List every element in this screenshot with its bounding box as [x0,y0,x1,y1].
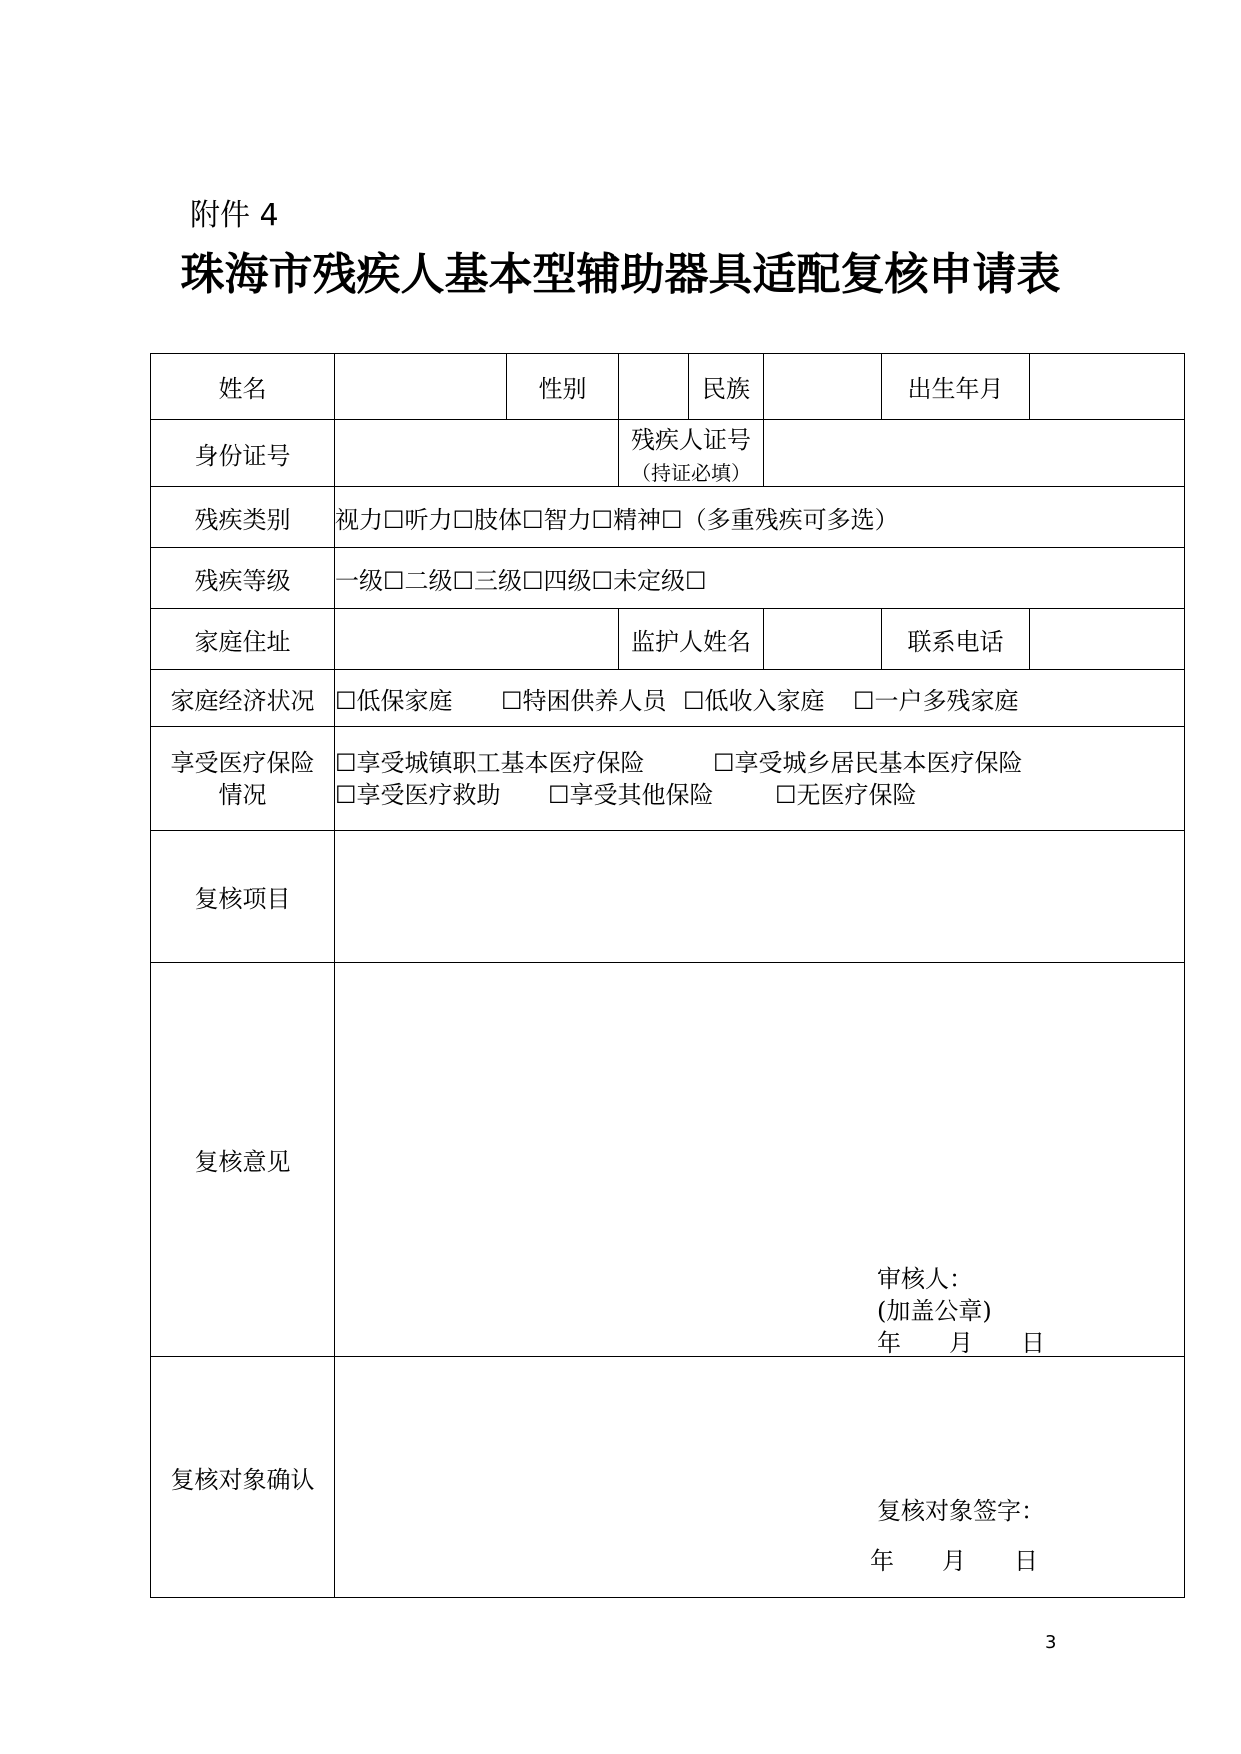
row-address [151,609,1185,670]
disability-type-option[interactable]: 精神☐ [613,505,683,534]
confirmation-label: 复核对象确认 [151,1357,335,1598]
review-date: 年 月 日 [877,1329,1045,1357]
row-id-info [151,420,1185,487]
address-field[interactable] [335,609,619,670]
confirmation-field[interactable] [335,1357,1185,1598]
disability-type-options [335,487,1185,548]
insurance-option[interactable]: ☐享受城乡居民基本医疗保险 [713,748,1023,777]
id-number-label: 身份证号 [151,420,335,487]
row-review-opinion [151,963,1185,1357]
phone-field[interactable] [1030,609,1185,670]
disability-cert-field[interactable] [764,420,1185,487]
id-number-field[interactable] [335,420,619,487]
row-economic [151,670,1185,727]
ethnicity-label: 民族 [689,354,764,420]
economic-label: 家庭经济状况 [151,670,335,727]
disability-level-option[interactable]: 未定级☐ [613,566,707,595]
row-insurance [151,727,1185,831]
row-disability-type [151,487,1185,548]
economic-option[interactable]: ☐低保家庭 [335,686,453,715]
review-item-field[interactable] [335,831,1185,963]
review-item-label: 复核项目 [151,831,335,963]
review-opinion-field[interactable] [335,963,1185,1357]
disability-level-option[interactable]: 四级☐ [543,566,614,595]
disability-level-option[interactable]: 二级☐ [404,566,475,595]
address-label: 家庭住址 [151,609,335,670]
insurance-option[interactable]: ☐享受城镇职工基本医疗保险 [335,748,645,777]
gender-label: 性别 [507,354,619,420]
insurance-option[interactable]: ☐享受其他保险 [548,780,714,809]
economic-option[interactable]: ☐低收入家庭 [683,686,825,715]
insurance-option[interactable]: ☐无医疗保险 [775,780,917,809]
disability-type-option[interactable]: 视力☐ [335,505,405,534]
birth-label: 出生年月 [882,354,1030,420]
birth-field[interactable] [1030,354,1185,420]
page-number: 3 [1045,1632,1057,1653]
disability-type-note: （多重残疾可多选） [682,505,899,534]
disability-type-option[interactable]: 听力☐ [404,505,475,534]
guardian-field[interactable] [764,609,882,670]
guardian-label: 监护人姓名 [619,609,764,670]
insurance-label-line1: 享受医疗保险 [170,748,315,777]
row-basic-info [151,354,1185,420]
disability-level-options [335,548,1185,609]
disability-cert-note: （持证必填） [631,461,751,485]
confirmation-date: 年 月 日 [870,1547,1038,1575]
name-label: 姓名 [151,354,335,420]
disability-type-option[interactable]: 智力☐ [543,505,614,534]
signature-label: 复核对象签字： [877,1497,1045,1525]
economic-option[interactable]: ☐一户多残家庭 [853,686,1019,715]
gender-field[interactable] [619,354,689,420]
page-title: 珠海市残疾人基本型辅助器具适配复核申请表 [180,249,1061,300]
ethnicity-field[interactable] [764,354,882,420]
insurance-label-line2: 情况 [218,780,267,809]
disability-level-option[interactable]: 一级☐ [335,566,405,595]
row-disability-level [151,548,1185,609]
disability-type-label: 残疾类别 [151,487,335,548]
phone-label: 联系电话 [882,609,1030,670]
insurance-option[interactable]: ☐享受医疗救助 [335,780,501,809]
disability-cert-label-cell [619,420,764,487]
insurance-label-cell [151,727,335,831]
row-review-item [151,831,1185,963]
seal-label: (加盖公章) [877,1297,992,1325]
reviewer-signature-block [877,1263,1045,1359]
reviewer-label: 审核人： [877,1265,973,1293]
attachment-label: 附件 4 [190,198,279,233]
review-opinion-label: 复核意见 [151,963,335,1357]
name-field[interactable] [335,354,507,420]
application-form-table [150,353,1185,1598]
economic-options [335,670,1185,727]
disability-type-option[interactable]: 肢体☐ [474,505,544,534]
economic-option[interactable]: ☐特困供养人员 [501,686,667,715]
disability-level-label: 残疾等级 [151,548,335,609]
row-confirmation [151,1357,1185,1598]
disability-level-option[interactable]: 三级☐ [474,566,544,595]
insurance-options [335,727,1185,831]
disability-cert-label: 残疾人证号 [631,426,751,454]
